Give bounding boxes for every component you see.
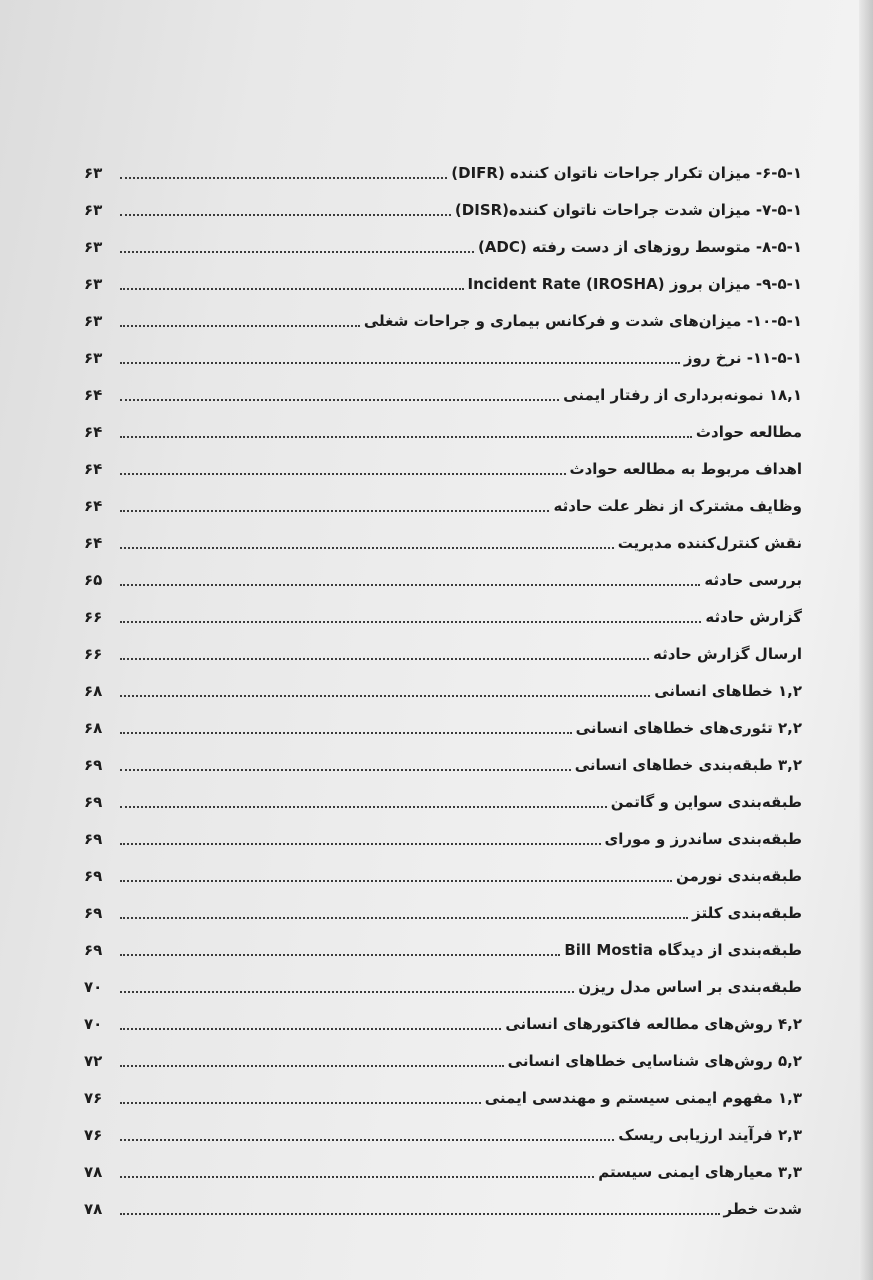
toc-dot-leader	[120, 658, 649, 660]
toc-entry-page-number: ۷۰	[84, 1015, 103, 1033]
toc-entry-title: شدت خطر	[723, 1200, 802, 1218]
toc-dot-leader	[120, 214, 451, 216]
toc-entry	[84, 999, 802, 1036]
toc-entry-page-number: ۶۹	[84, 756, 103, 774]
toc-entry-title: ۱۰-۵-۱- میزان‌های شدت و فرکانس بیماری و جراحات شغلی	[363, 312, 802, 330]
toc-dot-leader	[120, 362, 680, 364]
toc-entry-page-number: ۷۸	[84, 1200, 103, 1218]
toc-entry-page-number: ۶۴	[84, 423, 103, 441]
toc-entry-title: وظایف مشترک از نظر علت حادثه	[553, 497, 802, 515]
toc-entry-page-number: ۶۶	[84, 608, 103, 626]
toc-dot-leader	[120, 695, 650, 697]
toc-entry	[84, 333, 802, 370]
toc-entry	[84, 555, 802, 592]
toc-dot-leader	[120, 510, 549, 512]
toc-entry-page-number: ۶۳	[84, 201, 103, 219]
toc-dot-leader	[120, 769, 571, 771]
toc-entry	[84, 703, 802, 740]
toc-entry	[84, 1184, 802, 1221]
toc-entry-title: طبقه‌بندی کلتز	[692, 904, 802, 922]
toc-entry-page-number: ۶۴	[84, 386, 103, 404]
toc-entry	[84, 1036, 802, 1073]
toc-entry-title: گزارش حادثه	[705, 608, 802, 626]
toc-entry	[84, 962, 802, 999]
toc-entry-page-number: ۷۲	[84, 1052, 103, 1070]
toc-entry	[84, 1147, 802, 1184]
toc-entry-page-number: ۶۸	[84, 719, 103, 737]
toc-dot-leader	[120, 288, 464, 290]
toc-entry	[84, 888, 802, 925]
toc-entry-page-number: ۶۳	[84, 275, 103, 293]
toc-entry-page-number: ۷۰	[84, 978, 103, 996]
page-edge	[859, 0, 873, 1280]
toc-entry-page-number: ۶۴	[84, 497, 103, 515]
toc-entry-title: ۸-۵-۱- متوسط روزهای از دست رفته (ADC)	[477, 238, 802, 256]
toc-dot-leader	[120, 621, 701, 623]
toc-entry-page-number: ۶۹	[84, 793, 103, 811]
toc-entry	[84, 666, 802, 703]
toc-entry	[84, 592, 802, 629]
toc-entry-page-number: ۶۶	[84, 645, 103, 663]
toc-entry-title: طبقه‌بندی از دیدگاه Bill Mostia	[564, 941, 802, 959]
toc-dot-leader	[120, 436, 692, 438]
toc-entry-title: ۲,۳ فرآیند ارزیابی ریسک	[618, 1126, 802, 1144]
toc-entry	[84, 185, 802, 222]
toc-dot-leader	[120, 843, 601, 845]
toc-entry	[84, 296, 802, 333]
toc-dot-leader	[120, 251, 474, 253]
toc-entry-page-number: ۶۳	[84, 238, 103, 256]
toc-entry-title: ۱۱-۵-۱- نرخ روز	[683, 349, 802, 367]
toc-entry-title: مطالعه حوادث	[695, 423, 802, 441]
toc-entry-page-number: ۶۳	[84, 349, 103, 367]
toc-dot-leader	[120, 806, 607, 808]
toc-dot-leader	[120, 1028, 501, 1030]
toc-dot-leader	[120, 584, 700, 586]
toc-entry	[84, 740, 802, 777]
toc-entry-page-number: ۷۶	[84, 1089, 103, 1107]
toc-entry-title: ۳,۲ طبقه‌بندی خطاهای انسانی	[574, 756, 802, 774]
toc-entry-page-number: ۶۸	[84, 682, 103, 700]
toc-dot-leader	[120, 1213, 720, 1215]
toc-entry-page-number: ۶۳	[84, 164, 103, 182]
toc-dot-leader	[120, 991, 574, 993]
toc-entry-page-number: ۶۴	[84, 534, 103, 552]
toc-dot-leader	[120, 732, 572, 734]
toc-entry	[84, 925, 802, 962]
toc-entry-title: ۱,۳ مفهوم ایمنی سیستم و مهندسی ایمنی	[484, 1089, 802, 1107]
table-of-contents	[84, 148, 802, 1221]
toc-entry-title: ۶-۵-۱- میزان تکرار جراحات ناتوان کننده (DIFR)	[451, 164, 802, 182]
toc-dot-leader	[120, 473, 566, 475]
toc-entry-page-number: ۷۶	[84, 1126, 103, 1144]
toc-entry	[84, 148, 802, 185]
toc-entry-title: ۷-۵-۱- میزان شدت جراحات ناتوان کننده(DISR)	[454, 201, 802, 219]
toc-entry-title: ۱,۲ خطاهای انسانی	[654, 682, 802, 700]
toc-entry	[84, 777, 802, 814]
toc-entry-title: ۳,۳ معیارهای ایمنی سیستم	[598, 1163, 802, 1181]
toc-entry-title: نقش کنترل‌کننده مدیریت	[617, 534, 802, 552]
toc-entry-title: ۵,۲ روش‌های شناسایی خطاهای انسانی	[507, 1052, 802, 1070]
toc-entry	[84, 407, 802, 444]
toc-entry	[84, 629, 802, 666]
toc-entry	[84, 518, 802, 555]
toc-dot-leader	[120, 880, 672, 882]
toc-entry	[84, 481, 802, 518]
toc-entry-title: طبقه‌بندی بر اساس مدل ریزن	[578, 978, 802, 996]
toc-entry-title: طبقه‌بندی ساندرز و مورای	[604, 830, 802, 848]
toc-entry	[84, 1073, 802, 1110]
toc-entry	[84, 444, 802, 481]
toc-dot-leader	[120, 1102, 481, 1104]
toc-dot-leader	[120, 1176, 594, 1178]
toc-entry-title: طبقه‌بندی نورمن	[676, 867, 802, 885]
toc-entry	[84, 814, 802, 851]
toc-dot-leader	[120, 547, 614, 549]
toc-dot-leader	[120, 399, 559, 401]
toc-entry-title: ۹-۵-۱- میزان بروز Incident Rate (IROSHA)	[467, 275, 802, 293]
toc-dot-leader	[120, 1065, 504, 1067]
toc-dot-leader	[120, 325, 360, 327]
toc-entry-title: بررسی حادثه	[704, 571, 802, 589]
toc-entry-page-number: ۶۳	[84, 312, 103, 330]
toc-entry-title: ۲,۲ تئوری‌های خطاهای انسانی	[575, 719, 802, 737]
toc-entry-page-number: ۶۹	[84, 867, 103, 885]
toc-dot-leader	[120, 917, 688, 919]
toc-dot-leader	[120, 954, 560, 956]
toc-entry-page-number: ۶۹	[84, 904, 103, 922]
toc-entry	[84, 851, 802, 888]
toc-entry	[84, 1110, 802, 1147]
toc-entry-page-number: ۷۸	[84, 1163, 103, 1181]
toc-entry-page-number: ۶۴	[84, 460, 103, 478]
toc-dot-leader	[120, 1139, 614, 1141]
toc-entry-title: ۴,۲ روش‌های مطالعه فاکتورهای انسانی	[505, 1015, 802, 1033]
toc-entry-page-number: ۶۹	[84, 830, 103, 848]
toc-entry-title: طبقه‌بندی سواین و گاتمن	[610, 793, 802, 811]
toc-entry-title: ۱۸,۱ نمونه‌برداری از رفتار ایمنی	[563, 386, 802, 404]
toc-entry	[84, 259, 802, 296]
toc-entry-page-number: ۶۵	[84, 571, 103, 589]
toc-entry-title: اهداف مربوط به مطالعه حوادث	[569, 460, 802, 478]
toc-entry-title: ارسال گزارش حادثه	[652, 645, 802, 663]
toc-entry	[84, 222, 802, 259]
toc-entry	[84, 370, 802, 407]
toc-dot-leader	[120, 177, 447, 179]
toc-entry-page-number: ۶۹	[84, 941, 103, 959]
